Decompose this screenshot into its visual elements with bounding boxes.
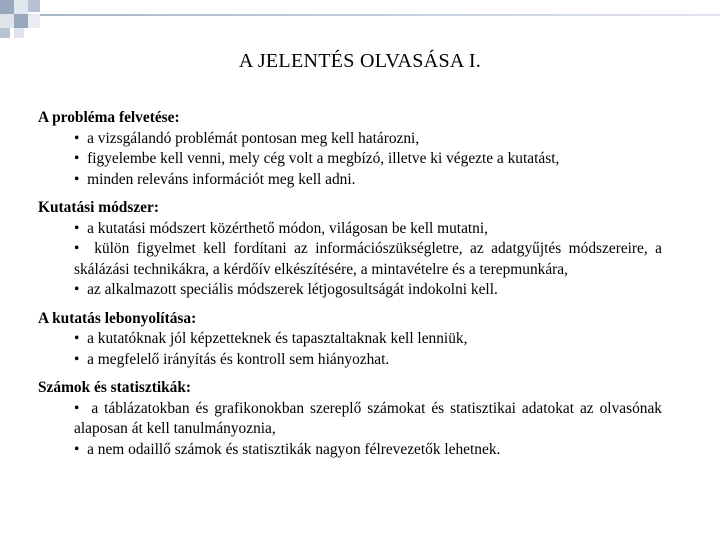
bullet-glyph: • — [74, 240, 80, 257]
bullet-glyph: • — [74, 350, 80, 368]
decoration-square — [14, 14, 28, 28]
bullet-list — [38, 129, 662, 191]
decoration-square — [14, 0, 28, 14]
bullet-list — [38, 219, 662, 301]
bullet-glyph: • — [74, 440, 80, 458]
bullet-item — [38, 239, 662, 280]
bullet-glyph: • — [74, 129, 80, 147]
bullet-list — [38, 399, 662, 461]
slide-title: A JELENTÉS OLVASÁSA I. — [238, 50, 482, 72]
bullet-text: a vizsgálandó problémát pontosan meg kell határozni, — [87, 129, 420, 147]
bullet-list — [38, 329, 662, 370]
bullet-text: az alkalmazott speciális módszerek létjogosultságát indokolni kell. — [87, 281, 498, 298]
section-execution — [38, 309, 662, 371]
bullet-item — [38, 219, 662, 240]
decoration-line — [40, 14, 720, 16]
bullet-item — [38, 170, 662, 191]
section-heading: A probléma felvetése: — [38, 109, 180, 126]
bullet-text: a kutatóknak jól képzetteknek és tapasztaltaknak kell lenniük, — [87, 330, 468, 347]
section-heading: A kutatás lebonyolítása: — [38, 309, 197, 327]
decoration-square — [0, 28, 10, 38]
decoration-square — [0, 14, 14, 28]
decoration-square — [28, 0, 40, 12]
bullet-item — [38, 149, 662, 170]
bullet-glyph: • — [74, 330, 80, 347]
decoration-square — [14, 28, 24, 38]
decoration-square — [28, 14, 40, 28]
bullet-text: külön figyelmet kell fordítani az információszükségletre, az adatgyűjtés módszereire, a skálázási technikákra, a kérdőív elkészítésére, a mintavételre és a terepmunkára, — [74, 240, 662, 278]
decoration-square — [0, 0, 14, 14]
bullet-glyph: • — [74, 219, 80, 237]
bullet-item — [38, 440, 662, 461]
section-heading: Számok és statisztikák: — [38, 379, 192, 396]
corner-decoration — [0, 0, 720, 40]
bullet-glyph: • — [74, 281, 80, 298]
section-heading: Kutatási módszer: — [38, 199, 159, 216]
section-method — [38, 198, 662, 301]
bullet-text: minden releváns információt meg kell adni. — [87, 170, 356, 188]
bullet-glyph: • — [74, 399, 80, 417]
bullet-glyph: • — [74, 170, 80, 188]
bullet-text: figyelembe kell venni, mely cég volt a megbízó, illetve ki végezte a kutatást, — [87, 150, 560, 167]
bullet-glyph: • — [74, 150, 80, 167]
bullet-item — [38, 350, 662, 371]
bullet-text: a kutatási módszert közérthető módon, világosan be kell mutatni, — [87, 219, 489, 237]
bullet-text: a nem odaillő számok és statisztikák nagyon félrevezetők lehetnek. — [87, 440, 501, 458]
bullet-item — [38, 399, 662, 440]
bullet-item — [38, 280, 662, 301]
bullet-text: a megfelelő irányítás és kontroll sem hiányozhat. — [87, 350, 390, 368]
bullet-text: a táblázatokban és grafikonokban szereplő számokat és statisztikai adatokat az olvasónak alaposan át kell tanulmányoznia, — [74, 399, 662, 437]
slide-content — [38, 108, 662, 468]
section-numbers — [38, 378, 662, 460]
bullet-item — [38, 129, 662, 150]
section-problem — [38, 108, 662, 190]
bullet-item — [38, 329, 662, 350]
